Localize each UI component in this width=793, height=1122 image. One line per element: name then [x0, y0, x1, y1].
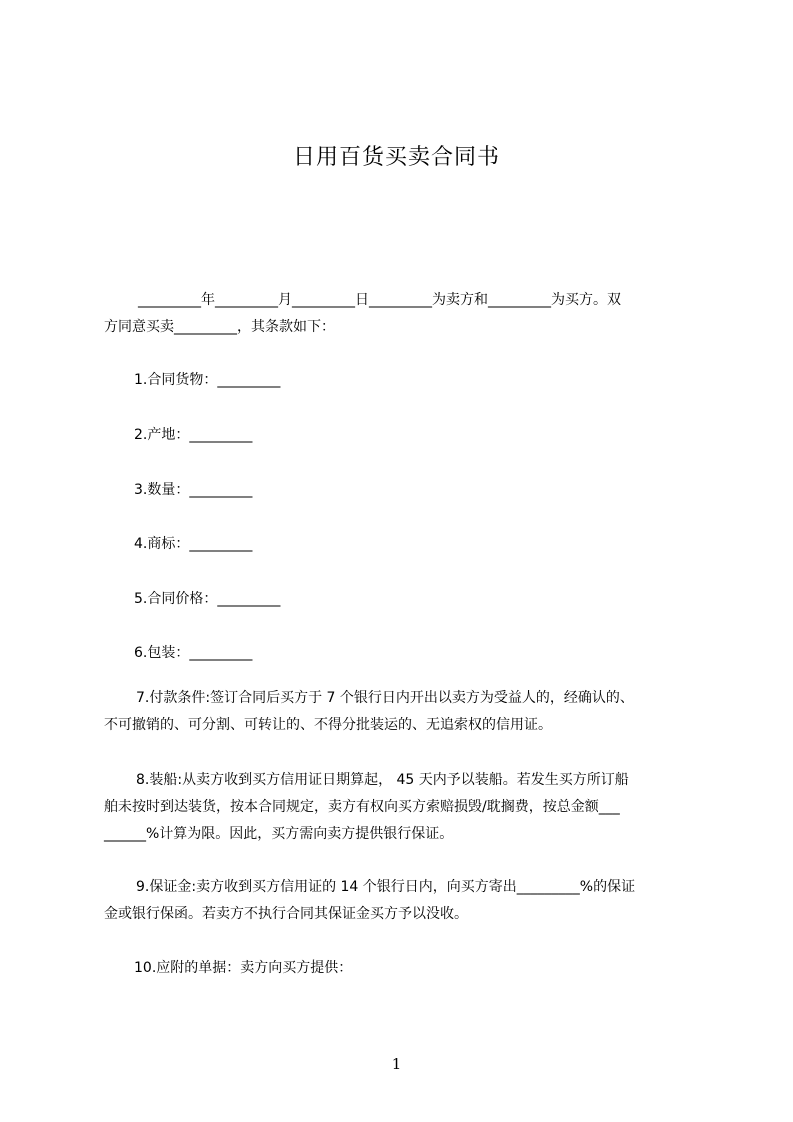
list-item: 6.包装：_________ [134, 645, 253, 661]
clause-8-line-1: 8.装船:从卖方收到买方信用证日期算起， 45 天内予以装船。若发生买方所订船 [136, 772, 629, 788]
clause-7 [104, 685, 704, 739]
clause-8-line-2: 舶未按时到达装货，按本合同规定，卖方有权向买方索赔损毁/耽搁费，按总金额___ [104, 799, 620, 815]
clause-10: 10.应附的单据：卖方向买方提供： [134, 960, 353, 976]
clause-8-line-3: ______%计算为限。因此，买方需向卖方提供银行保证。 [104, 826, 454, 842]
intro-line-2: 方同意买卖_________，其条款如下： [104, 319, 335, 335]
list-item: 3.数量：_________ [134, 482, 253, 498]
page-number: 1 [391, 1055, 402, 1073]
clause-9 [104, 874, 704, 928]
list-item: 2.产地：_________ [134, 427, 253, 443]
clause-7-line-2: 不可撤销的、可分割、可转让的、不得分批装运的、无追索权的信用证。 [104, 717, 552, 733]
page-title: 日用百货买卖合同书 [292, 145, 500, 170]
list-item: 1.合同货物：_________ [134, 372, 281, 388]
clause-9-line-2: 金或银行保函。若卖方不执行合同其保证金买方予以没收。 [104, 906, 468, 922]
clause-8 [104, 767, 704, 848]
list-item: 5.合同价格：_________ [134, 591, 281, 607]
clause-9-line-1: 9.保证金:卖方收到买方信用证的 14 个银行日内，向买方寄出_________%的保证 [136, 879, 636, 895]
intro-line-1: _________年_________月_________日_________为卖方和_________为买方。双 [138, 292, 621, 308]
clause-7-line-1: 7.付款条件:签订合同后买方于 7 个银行日内开出以卖方为受益人的，经确认的、 [136, 690, 634, 706]
list-item: 4.商标：_________ [134, 536, 253, 552]
intro-paragraph [104, 287, 704, 341]
